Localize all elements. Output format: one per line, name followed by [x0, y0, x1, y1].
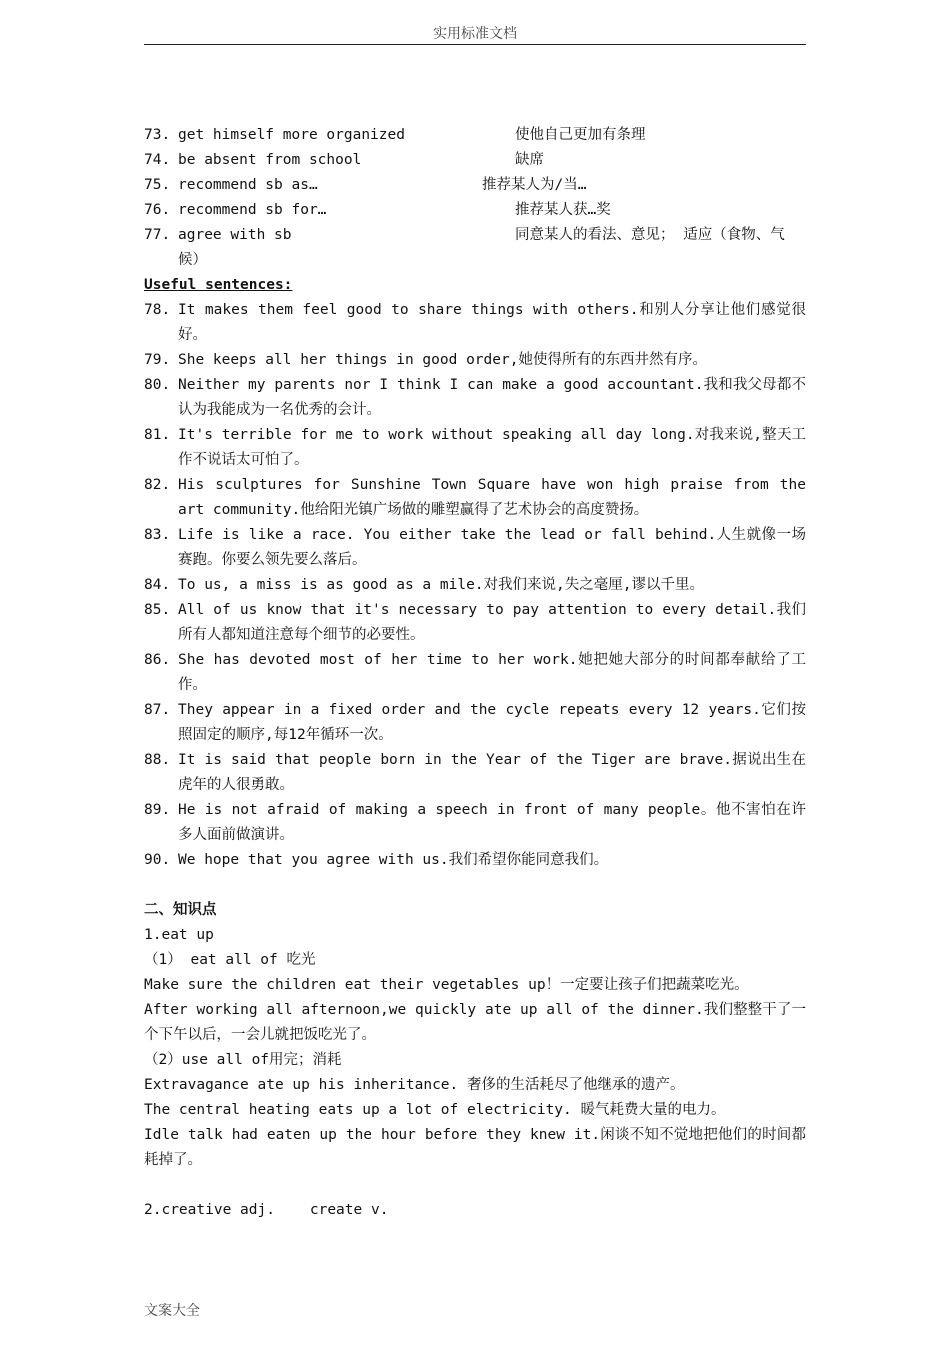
sentence-item [144, 848, 806, 873]
page-header [144, 24, 806, 45]
knowledge-item-title: 1.eat up [144, 927, 214, 943]
vocab-english: be absent from school [178, 152, 362, 168]
example-sentence: After working all afternoon,we quickly ate up all of the dinner.我们整整干了一个下午以后，一会儿就把饭吃光了。 [144, 1002, 806, 1043]
sentence-text: She has devoted most of her time to her work.她把她大部分的时间都奉献给了工作。 [178, 652, 806, 693]
spacer [144, 873, 806, 898]
example-sentence: Extravagance ate up his inheritance. 奢侈的生活耗尽了他继承的遗产。 [144, 1077, 685, 1093]
header-title: 实用标准文档 [433, 26, 517, 42]
sentence-number: 84. [144, 577, 171, 593]
example-sentence: The central heating eats up a lot of electricity. 暖气耗费大量的电力。 [144, 1102, 726, 1118]
vocab-chinese: 同意某人的看法、意见； 适应（食物、气 [515, 227, 785, 243]
sentence-number: 87. [144, 702, 171, 718]
sentence-text: It makes them feel good to share things with others.和别人分享让他们感觉很好。 [178, 302, 806, 343]
vocab-chinese: 推荐某人为/当… [482, 177, 587, 193]
sentence-text: To us, a miss is as good as a mile.对我们来说,失之毫厘,谬以千里。 [178, 577, 704, 593]
sentence-item [144, 598, 806, 648]
sentence-number: 82. [144, 477, 171, 493]
vocab-chinese: 缺席 [515, 152, 544, 168]
sentence-text: It's terrible for me to work without speaking all day long.对我来说,整天工作不说话太可怕了。 [178, 427, 806, 468]
sentence-number: 79. [144, 352, 171, 368]
sentence-number: 86. [144, 652, 171, 668]
sentence-item [144, 298, 806, 348]
sentence-number: 88. [144, 752, 171, 768]
sentence-number: 89. [144, 802, 171, 818]
vocab-number: 76. [144, 202, 171, 218]
sentence-item [144, 798, 806, 848]
vocab-continuation: 候） [178, 252, 207, 268]
sentence-item [144, 373, 806, 423]
sentence-text: It is said that people born in the Year of the Tiger are brave.据说出生在虎年的人很勇敢。 [178, 752, 806, 793]
vocab-english: get himself more organized [178, 127, 405, 143]
vocab-item [144, 148, 806, 173]
vocab-item [144, 123, 806, 148]
sentence-number: 85. [144, 602, 171, 618]
spacer [144, 1173, 806, 1198]
sentence-number: 81. [144, 427, 171, 443]
sentence-text: All of us know that it's necessary to pay attention to every detail.我们所有人都知道注意每个细节的必要性。 [178, 602, 806, 643]
sentence-item [144, 473, 806, 523]
vocab-number: 75. [144, 177, 171, 193]
vocab-item [144, 173, 806, 198]
vocab-item [144, 198, 806, 223]
sentence-item [144, 573, 806, 598]
sentence-text: Neither my parents nor I think I can make a good accountant.我和我父母都不认为我能成为一名优秀的会计。 [178, 377, 806, 418]
vocab-chinese: 推荐某人获…奖 [515, 202, 611, 218]
sentence-item [144, 748, 806, 798]
sentence-number: 90. [144, 852, 171, 868]
sentence-item [144, 423, 806, 473]
sentence-number: 80. [144, 377, 171, 393]
sentence-text: Life is like a race. You either take the lead or fall behind.人生就像一场赛跑。你要么领先要么落后。 [178, 527, 806, 568]
vocab-number: 74. [144, 152, 171, 168]
sentence-item [144, 523, 806, 573]
example-sentence: Make sure the children eat their vegetables up！一定要让孩子们把蔬菜吃光。 [144, 977, 749, 993]
vocab-number: 77. [144, 227, 171, 243]
sentence-item [144, 348, 806, 373]
vocab-english: recommend sb as… [178, 177, 318, 193]
sentence-text: He is not afraid of making a speech in front of many people。他不害怕在许多人面前做演讲。 [178, 802, 806, 843]
knowledge-subheading: （2）use all of用完；消耗 [144, 1052, 342, 1068]
sentence-text: They appear in a fixed order and the cycle repeats every 12 years.它们按照固定的顺序,每12年循环一次。 [178, 702, 806, 743]
vocab-item [144, 223, 806, 248]
knowledge-heading: 二、知识点 [144, 902, 217, 918]
vocab-number: 73. [144, 127, 171, 143]
example-sentence: Idle talk had eaten up the hour before they knew it.闲谈不知不觉地把他们的时间都耗掉了。 [144, 1127, 806, 1168]
sentence-text: She keeps all her things in good order,她使得所有的东西井然有序。 [178, 352, 707, 368]
page-footer [144, 1300, 200, 1320]
sentence-item [144, 698, 806, 748]
knowledge-item-title: 2.creative adj. create v. [144, 1202, 389, 1218]
vocab-english: recommend sb for… [178, 202, 327, 218]
sentence-text: His sculptures for Sunshine Town Square have won high praise from the art community.他给阳光镇广场做的雕塑赢得了艺术协会的高度赞扬。 [178, 477, 806, 518]
vocab-chinese: 使他自己更加有条理 [515, 127, 646, 143]
useful-sentences-heading: Useful sentences: [144, 277, 293, 293]
document-body [144, 123, 806, 1223]
sentence-item [144, 648, 806, 698]
knowledge-subheading: （1） eat all of 吃光 [144, 952, 316, 968]
vocab-english: agree with sb [178, 227, 292, 243]
footer-text: 文案大全 [144, 1303, 200, 1319]
sentence-text: We hope that you agree with us.我们希望你能同意我们。 [178, 852, 609, 868]
sentence-number: 83. [144, 527, 171, 543]
sentence-number: 78. [144, 302, 171, 318]
